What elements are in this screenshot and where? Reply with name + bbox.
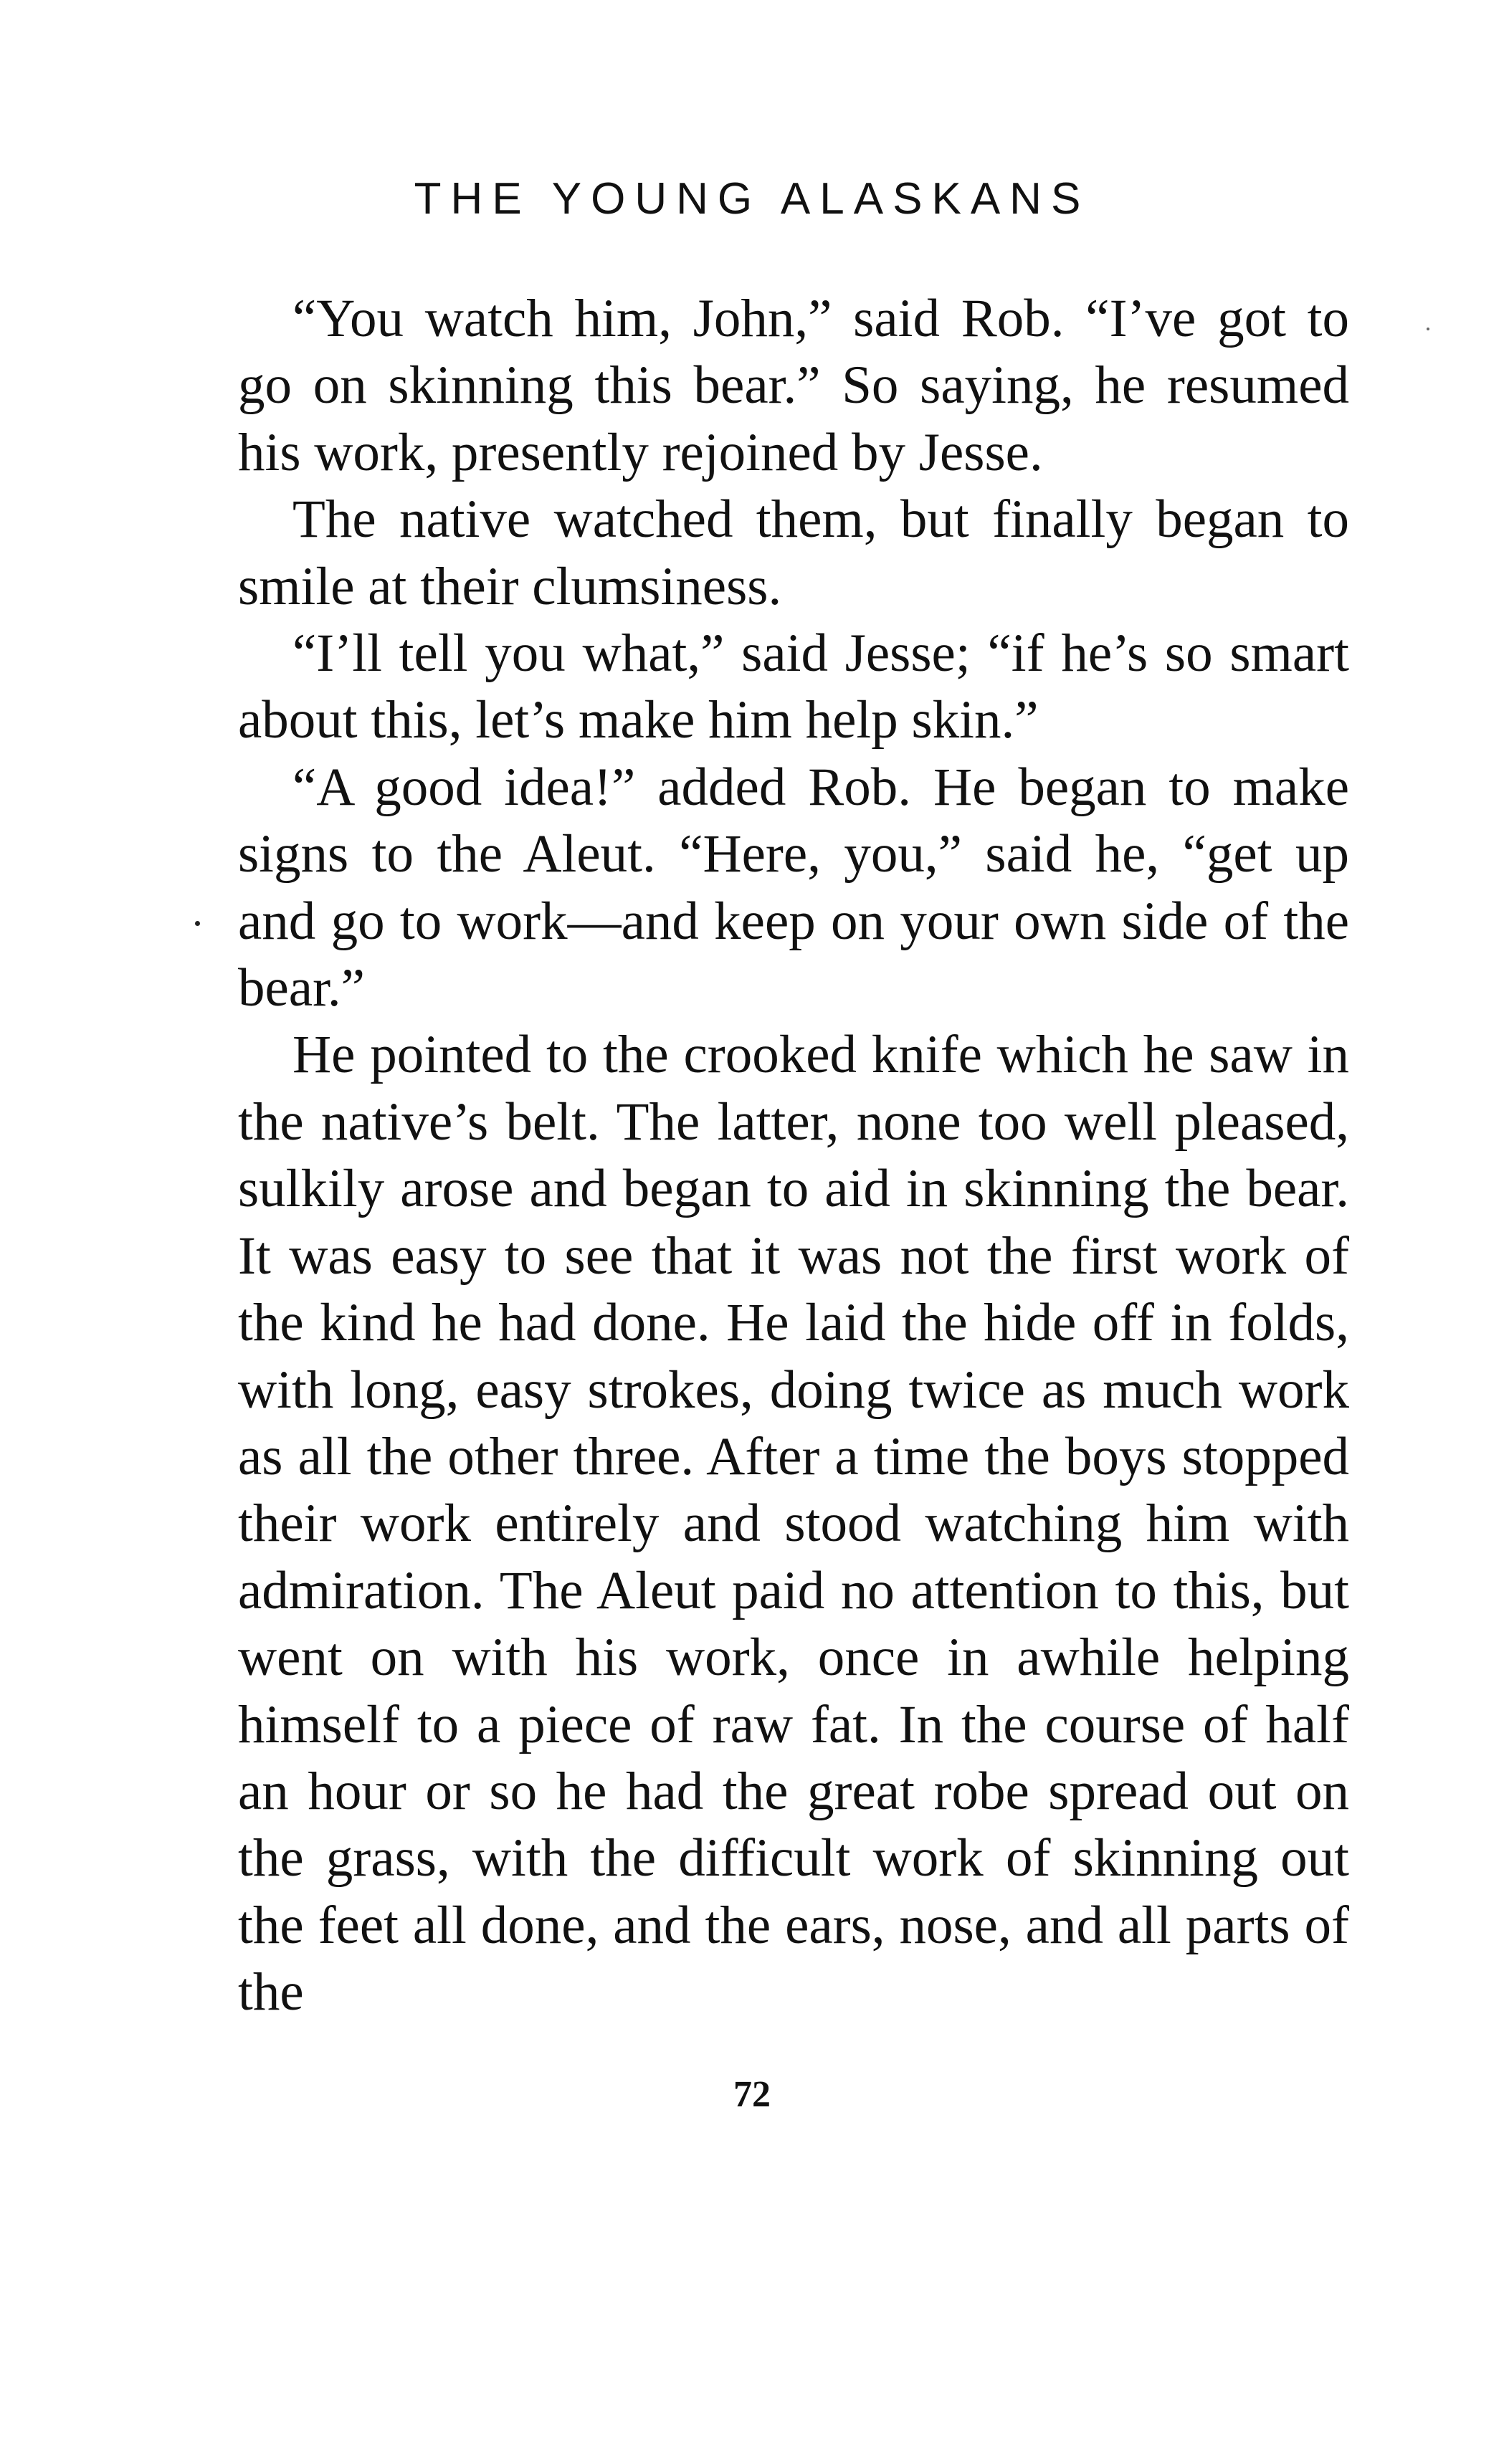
paragraph: He pointed to the crooked knife which he saw in the native’s belt. The latter, none too well pleased, sulkily arose and began to aid in skinning the bear. It was easy to see that it was not the first work of the kind he had done. He laid the hide off in folds, with long, easy strokes, doing twice as much work as all the other three. After a time the boys stopped their work entirely and stood watching him with admiration. The Aleut paid no attention to this, but went on with his work, once in awhile helping himself to a piece of raw fat. In the course of half an hour or so he had the great robe spread out on the grass, with the difficult work of skinning out the feet all done, and the ears, nose, and all parts of the	[238, 1025, 1349, 2023]
body-text	[238, 285, 1349, 2026]
paragraph: “I’ll tell you what,” said Jesse; “if he’s so smart about this, let’s make him help skin.”	[238, 624, 1349, 750]
ink-speck	[1427, 328, 1429, 330]
ink-speck	[195, 921, 200, 926]
paragraph: “You watch him, John,” said Rob. “I’ve got to go on skinning this bear.” So saying, he resumed his work, presently rejoined by Jesse.	[238, 289, 1349, 482]
paragraph: The native watched them, but finally began to smile at their clumsiness.	[238, 490, 1349, 616]
page-number: 72	[733, 2074, 771, 2115]
running-head: THE YOUNG ALASKANS	[414, 174, 1090, 224]
paragraph: “A good idea!” added Rob. He began to make signs to the Aleut. “Here, you,” said he, “get up and go to work—and keep on your own side of the bear.”	[238, 757, 1349, 1018]
